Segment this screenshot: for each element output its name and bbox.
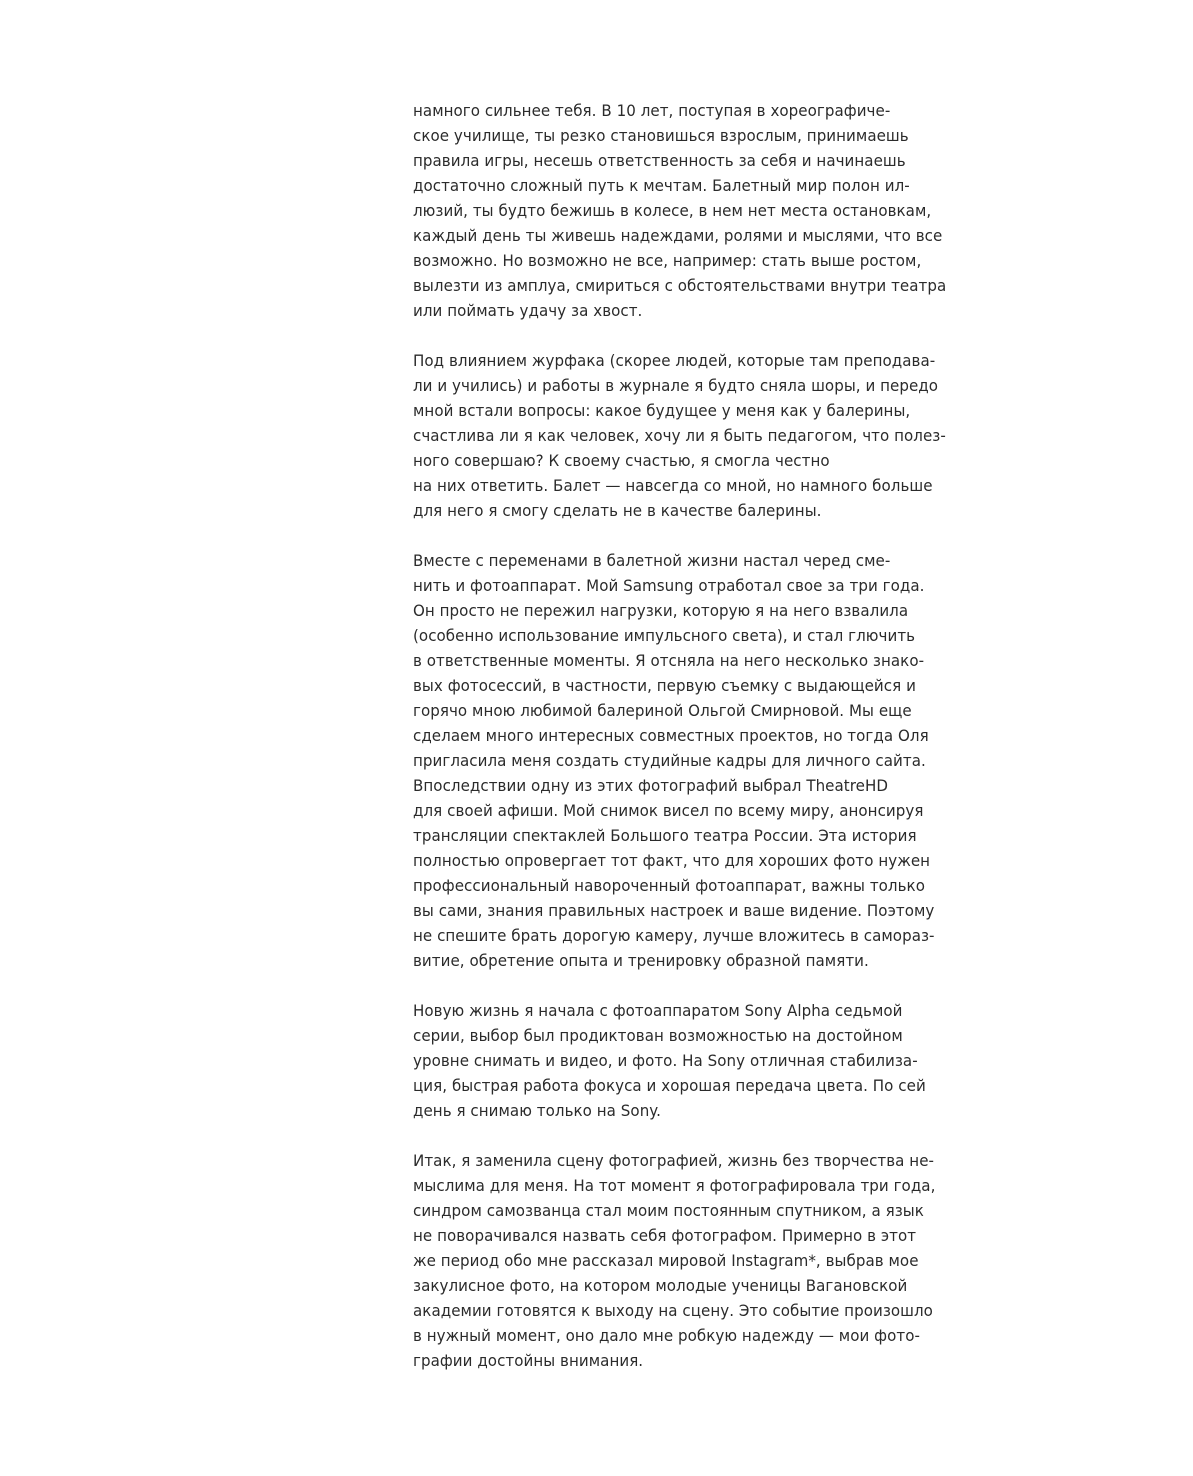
paragraph: [413, 1149, 1013, 1374]
text-line: мыслима для меня. На тот момент я фотографировала три года,: [413, 1177, 936, 1195]
text-line: пригласила меня создать студийные кадры для личного сайта.: [413, 752, 926, 770]
text-line: витие, обретение опыта и тренировку образной памяти.: [413, 952, 869, 970]
text-line: достаточно сложный путь к мечтам. Балетный мир полон ил-: [413, 177, 910, 195]
text-line: ного совершаю? К своему счастью, я смогла честно: [413, 452, 830, 470]
text-line: для него я смогу сделать не в качестве балерины.: [413, 502, 822, 520]
text-line: люзий, ты будто бежишь в колесе, в нем нет места остановкам,: [413, 202, 932, 220]
text-line: сделаем много интересных совместных проектов, но тогда Оля: [413, 727, 929, 745]
text-line: синдром самозванца стал моим постоянным спутником, а язык: [413, 1202, 924, 1220]
text-line: (особенно использование импульсного света), и стал глючить: [413, 627, 916, 645]
text-line: ли и учились) и работы в журнале я будто сняла шоры, и передо: [413, 377, 939, 395]
paragraph: [413, 349, 1013, 524]
text-line: правила игры, несешь ответственность за себя и начинаешь: [413, 152, 906, 170]
paragraph: [413, 99, 1013, 324]
text-line: трансляции спектаклей Большого театра России. Эта история: [413, 827, 917, 845]
text-line: уровне снимать и видео, и фото. На Sony отличная стабилиза-: [413, 1052, 918, 1070]
text-line: Впоследствии одну из этих фотографий выбрал TheatreHD: [413, 777, 889, 795]
text-line: графии достойны внимания.: [413, 1352, 644, 1370]
text-line: профессиональный навороченный фотоаппарат, важны только: [413, 877, 925, 895]
text-line: в ответственные моменты. Я отсняла на него несколько знако-: [413, 652, 925, 670]
text-line: для своей афиши. Мой снимок висел по всему миру, анонсируя: [413, 802, 924, 820]
text-line: вылезти из амплуа, смириться с обстоятельствами внутри театра: [413, 277, 947, 295]
text-line: вы сами, знания правильных настроек и ваше видение. Поэтому: [413, 902, 935, 920]
text-line: счастлива ли я как человек, хочу ли я быть педагогом, что полез-: [413, 427, 946, 445]
text-line: мной встали вопросы: какое будущее у меня как у балерины,: [413, 402, 911, 420]
text-line: горячо мною любимой балериной Ольгой Смирновой. Мы еще: [413, 702, 912, 720]
text-line: академии готовятся к выходу на сцену. Это событие произошло: [413, 1302, 933, 1320]
text-line: день я снимаю только на Sony.: [413, 1102, 661, 1120]
text-line: на них ответить. Балет — навсегда со мной, но намного больше: [413, 477, 933, 495]
text-line: нить и фотоаппарат. Мой Samsung отработал свое за три года.: [413, 577, 925, 595]
text-line: Итак, я заменила сцену фотографией, жизнь без творчества не-: [413, 1152, 935, 1170]
text-line: не поворачивался назвать себя фотографом. Примерно в этот: [413, 1227, 917, 1245]
text-line: Новую жизнь я начала с фотоаппаратом Sony Alpha седьмой: [413, 1002, 903, 1020]
text-line: возможно. Но возможно не все, например: стать выше ростом,: [413, 252, 922, 270]
text-column: [413, 99, 1013, 1399]
paragraph: [413, 999, 1013, 1124]
text-line: не спешите брать дорогую камеру, лучше вложитесь в самораз-: [413, 927, 935, 945]
text-line: ция, быстрая работа фокуса и хорошая передача цвета. По сей: [413, 1077, 926, 1095]
text-line: в нужный момент, оно дало мне робкую надежду — мои фото-: [413, 1327, 920, 1345]
text-line: Он просто не пережил нагрузки, которую я на него взвалила: [413, 602, 909, 620]
text-line: Вместе с переменами в балетной жизни настал черед сме-: [413, 552, 891, 570]
text-line: ское училище, ты резко становишься взрослым, принимаешь: [413, 127, 909, 145]
text-line: же период обо мне рассказал мировой Instagram*, выбрав мое: [413, 1252, 919, 1270]
text-line: серии, выбор был продиктован возможностью на достойном: [413, 1027, 903, 1045]
paragraph: [413, 549, 1013, 974]
text-line: полностью опровергает тот факт, что для хороших фото нужен: [413, 852, 931, 870]
text-line: вых фотосессий, в частности, первую съемку с выдающейся и: [413, 677, 916, 695]
text-line: или поймать удачу за хвост.: [413, 302, 643, 320]
text-line: каждый день ты живешь надеждами, ролями и мыслями, что все: [413, 227, 943, 245]
text-line: намного сильнее тебя. В 10 лет, поступая в хореографиче-: [413, 102, 891, 120]
text-line: Под влиянием журфака (скорее людей, которые там преподава-: [413, 352, 936, 370]
text-line: закулисное фото, на котором молодые ученицы Вагановской: [413, 1277, 908, 1295]
